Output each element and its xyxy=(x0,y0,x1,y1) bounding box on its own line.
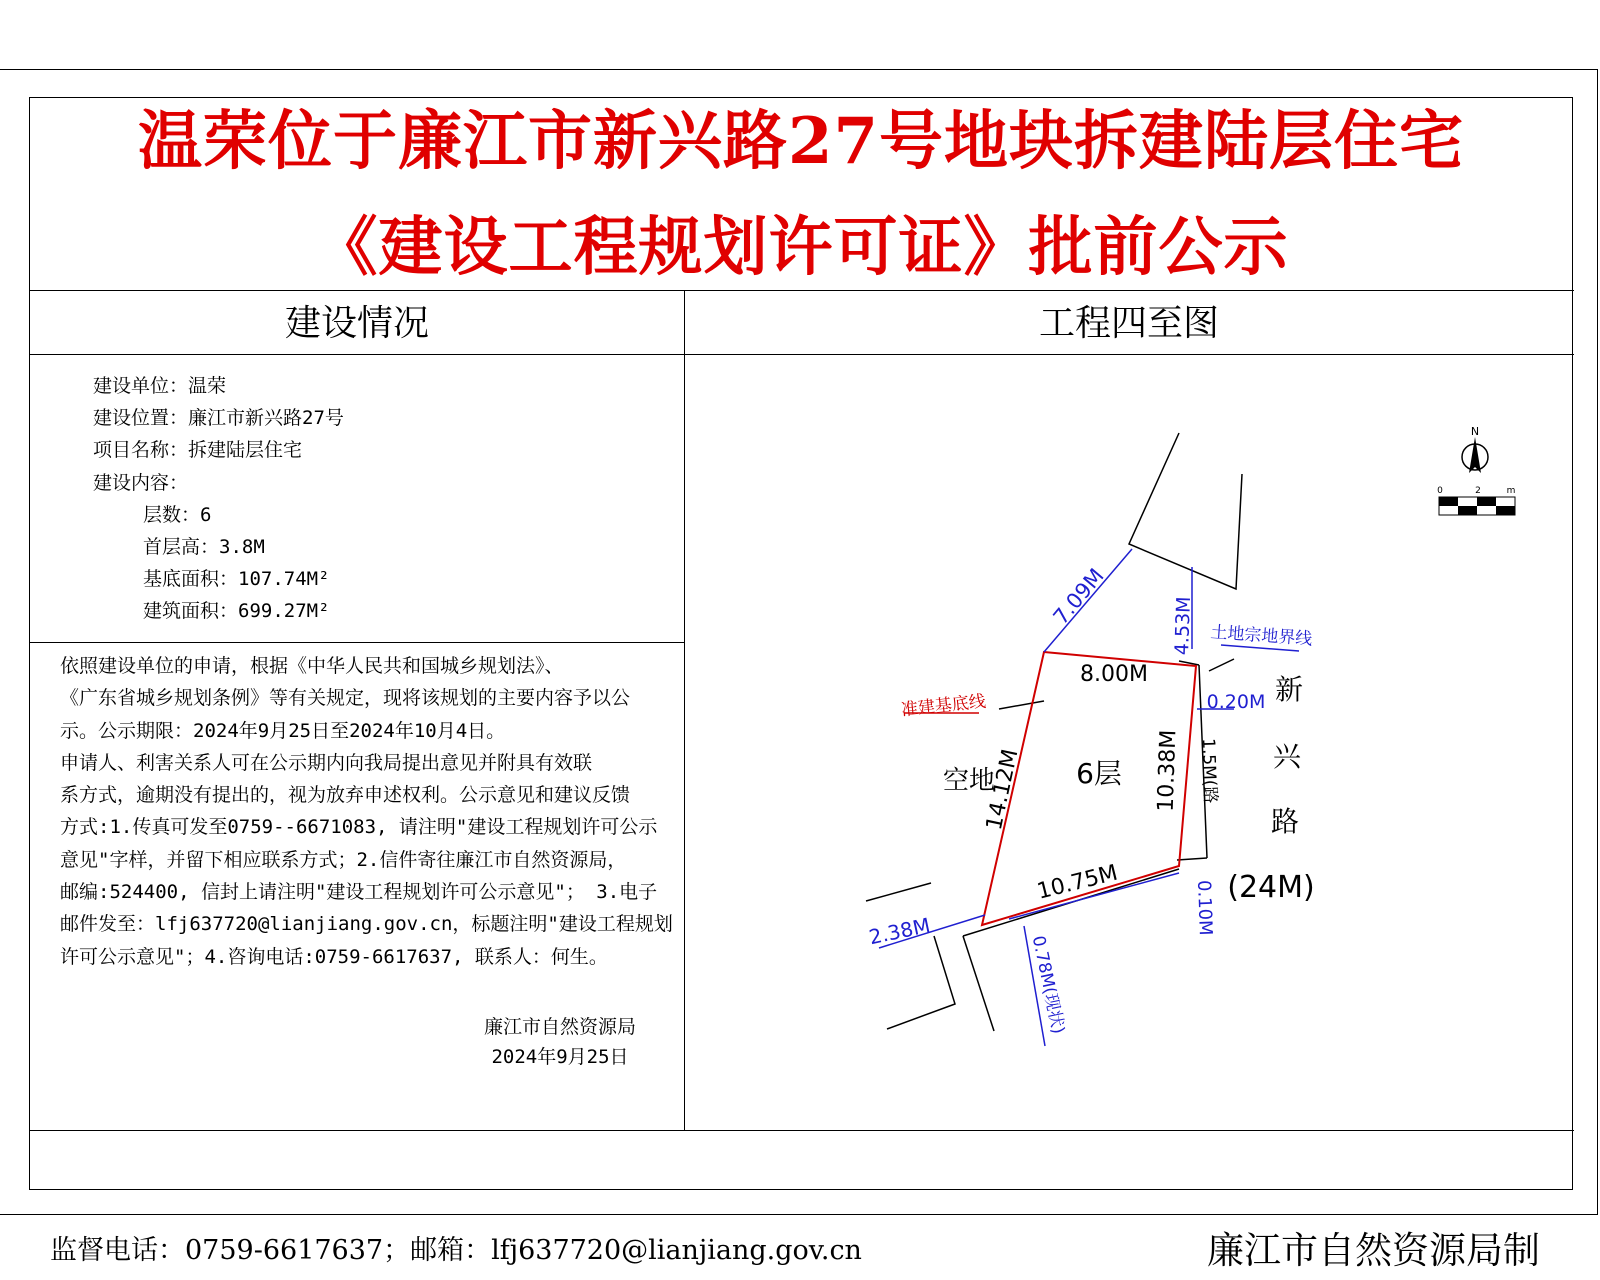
east-strip-bottom xyxy=(1177,858,1207,860)
boundary-leader xyxy=(1209,659,1234,671)
info-project: 项目名称：拆建陆层住宅 xyxy=(93,439,303,462)
footer-maker: 廉江市自然资源局制 xyxy=(1207,1229,1540,1272)
dim-right-side: 10.38M xyxy=(1153,729,1182,813)
scale-end: m xyxy=(1506,486,1516,496)
notice-line: 意见"字样，并留下相应联系方式；2.信件寄往廉江市自然资源局， xyxy=(60,848,627,871)
dim-left-side: 14.12M xyxy=(981,746,1024,833)
scale-bar xyxy=(1437,486,1515,515)
notice-line: 方式:1.传真可发至0759--6671083, 请注明"建设工程规划许可公示 xyxy=(60,816,658,839)
west-road-top xyxy=(866,883,931,901)
notice-signature xyxy=(450,1012,670,1072)
dim-diag: 7.09M xyxy=(1048,563,1109,630)
info-first-height: 首层高：3.8M xyxy=(143,536,265,559)
notice-line: 示。公示期限：2024年9月25日至2024年10月4日。 xyxy=(60,719,506,742)
base-line-label: 准建基底线 xyxy=(900,691,987,721)
left-section-header: 建设情况 xyxy=(284,303,429,344)
footer-contact: 监督电话：0759-6617637；邮箱：lfj637720@lianjiang.gov.cn xyxy=(50,1235,862,1266)
dim-east-strip: 1.5M(路 xyxy=(1197,737,1221,804)
notice-line: 依照建设单位的申请，根据《中华人民共和国城乡规划法》、 xyxy=(60,655,564,677)
boundary-line-label: 土地宗地界线 xyxy=(1209,622,1313,650)
notice-line: 邮编:524400, 信封上请注明"建设工程规划许可公示意见"； 3.电子 xyxy=(60,881,658,904)
floors-label: 6层 xyxy=(1076,757,1122,790)
info-floors: 层数：6 xyxy=(143,503,212,526)
notice-line: 邮件发至：lfj637720@lianjiang.gov.cn，标题注明"建设工程规划 xyxy=(60,913,673,936)
empty-land-label: 空地 xyxy=(942,766,996,796)
divider-title xyxy=(30,290,1574,291)
info-content: 建设内容： xyxy=(93,471,189,494)
right-section-header: 工程四至图 xyxy=(1038,303,1219,344)
title-line-2: 《建设工程规划许可证》批前公示 xyxy=(313,210,1289,285)
dim-bottom-width: 10.75M xyxy=(1034,860,1121,905)
base-line-leader xyxy=(999,701,1044,709)
divider-info xyxy=(30,642,684,643)
notice-line: 许可公示意见"；4.咨询电话:0759-6617637, 联系人：何生。 xyxy=(60,945,608,968)
north-label: N xyxy=(1470,425,1480,438)
dim-sw: 2.38M xyxy=(866,912,933,950)
dim-east-offset: 0.20M xyxy=(1206,691,1266,713)
sign-date: 2024年9月25日 xyxy=(491,1046,629,1068)
notice-line: 系方式，逾期没有提出的，视为放弃申述权利。公示意见和建议反馈 xyxy=(60,784,631,807)
north-arrow-icon xyxy=(1462,425,1488,473)
info-total-area: 建筑面积：699.27M² xyxy=(143,600,330,623)
notice-line: 《广东省城乡规划条例》等有关规定，现将该规划的主要内容予以公 xyxy=(60,687,631,710)
dim-top-width: 8.00M xyxy=(1080,662,1148,687)
info-base-area: 基底面积：107.74M² xyxy=(143,568,330,591)
south-lot-line xyxy=(963,936,994,1031)
notice-text xyxy=(60,650,673,973)
site-plan-map xyxy=(685,355,1573,1129)
signer: 廉江市自然资源局 xyxy=(483,1016,636,1038)
road-label-2: 兴 xyxy=(1272,740,1302,773)
road-label-3: 路 xyxy=(1270,805,1300,838)
road-width-label: (24M) xyxy=(1227,870,1315,905)
title-line-1: 温荣位于廉江市新兴路27号地块拆建陆层住宅 xyxy=(137,104,1465,179)
notice-frame xyxy=(29,97,1573,1272)
divider-footer xyxy=(30,1130,1574,1131)
dim-south-gap: 0.78M(现状) xyxy=(1027,934,1069,1036)
north-plot-boundary xyxy=(1129,433,1242,589)
construction-info xyxy=(93,370,344,628)
notice-line: 申请人、利害关系人可在公示期内向我局提出意见并附具有效联 xyxy=(60,751,593,774)
dim-north-gap: 4.53M xyxy=(1170,596,1196,656)
info-unit: 建设单位：温荣 xyxy=(93,375,227,397)
dim-se-offset: 0.10M xyxy=(1193,879,1216,936)
scale-zero: 0 xyxy=(1437,486,1443,496)
scale-mid: 2 xyxy=(1475,486,1481,496)
road-label-1: 新 xyxy=(1274,673,1304,706)
info-location: 建设位置：廉江市新兴路27号 xyxy=(93,407,344,430)
sw-lot-line xyxy=(887,936,955,1029)
